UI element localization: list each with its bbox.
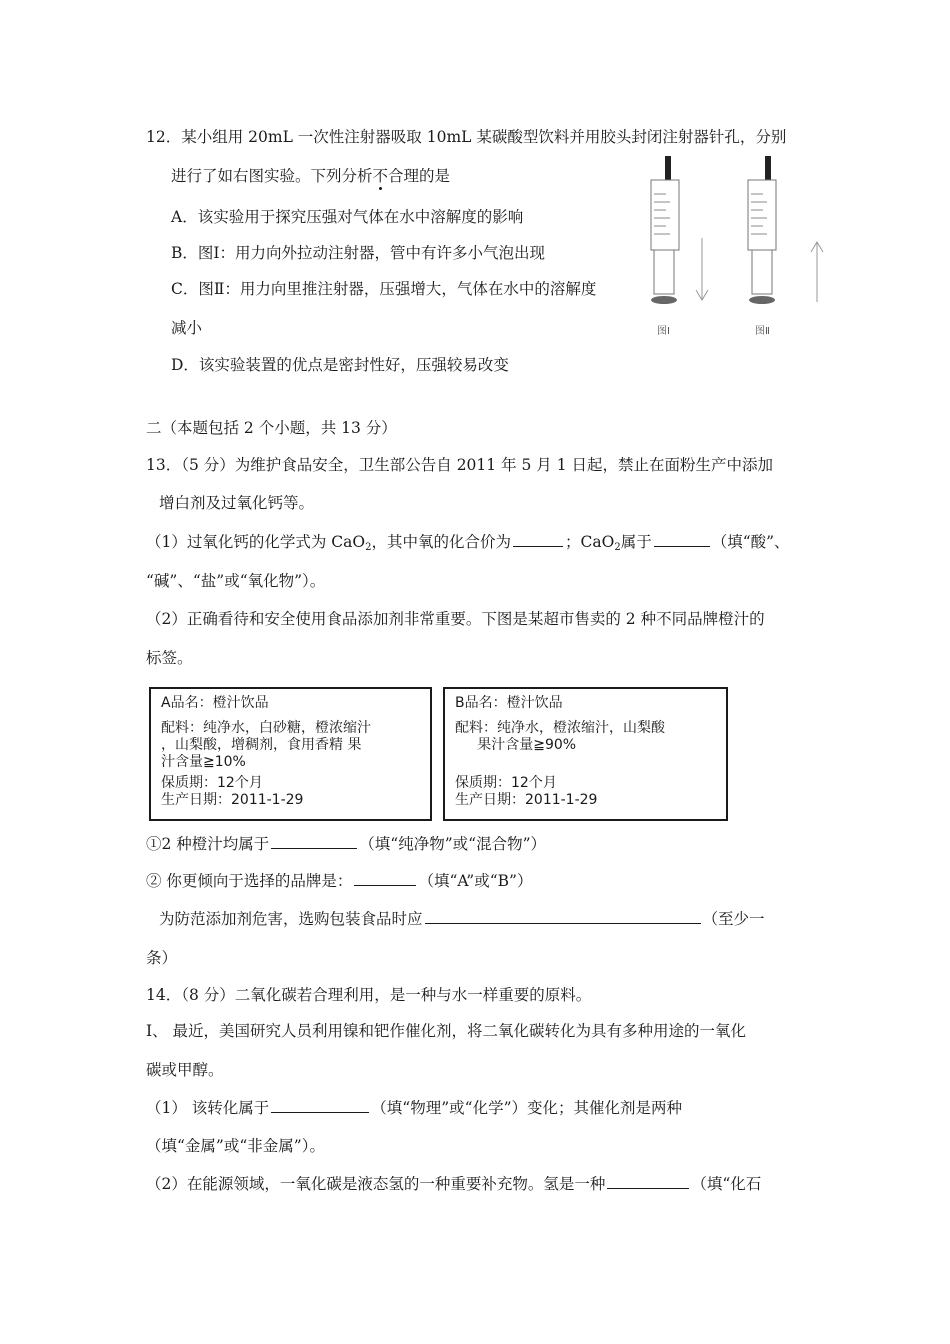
q14-sub2-hint: （填“化石 — [691, 1175, 762, 1193]
q12-stem-line2 — [171, 166, 450, 186]
q12-option-d: D．该实验装置的优点是密封性好，压强较易改变 — [171, 356, 509, 374]
juice-label-a — [149, 687, 432, 821]
q14-part1-line2: 碳或甲醇。 — [146, 1061, 224, 1079]
q13-stem-line1: 13．（5 分）为维护食品安全，卫生部公告自 2011 年 5 月 1 日起，禁止在面粉生产中添加 — [146, 456, 773, 474]
emphasis-dot-char: 不 — [372, 167, 389, 185]
q14-stem: 14．（8 分）二氧化碳若合理利用，是一种与水一样重要的原料。 — [146, 986, 592, 1004]
label-a-ingredients-cont: ，山梨酸，增稠剂，食用香精 果 — [161, 737, 362, 753]
q13-part1-text5: （填“酸”、 — [711, 533, 790, 551]
q13-sub1-text: ①2 种橙汁均属于 — [146, 835, 270, 853]
subscript: 2 — [365, 542, 372, 553]
q13-sub3-cont: 条） — [146, 949, 178, 967]
label-a-juice-content: 汁含量≧10% — [161, 754, 246, 770]
q14-sub1 — [146, 1097, 682, 1118]
arrow-up-icon — [811, 242, 823, 302]
q14-sub1-hint: （填“物理”或“化学”）变化；其催化剂是两种 — [371, 1099, 682, 1117]
syringe-2-icon — [748, 156, 776, 304]
label-b-shelf-life: 保质期：12个月 — [455, 775, 557, 791]
q13-sub3-hint: （至少一 — [702, 910, 765, 928]
label-a-shelf-life: 保质期：12个月 — [161, 775, 263, 791]
q13-sub1 — [146, 833, 546, 854]
q14-part1-line1: Ⅰ、 最近，美国研究人员利用镍和钯作催化剂，将二氧化碳转化为具有多种用途的一氧化 — [146, 1022, 747, 1040]
q14-sub2 — [146, 1173, 761, 1194]
q12-stem-text: 进行了如右图实验。下列分析 — [171, 167, 373, 185]
figure-caption-1: 图Ⅰ — [657, 326, 670, 337]
subscript: 2 — [614, 542, 621, 553]
answer-blank[interactable] — [654, 531, 710, 547]
q13-sub3-text: 为防范添加剂危害，选购包装食品时应 — [159, 910, 423, 928]
label-b-juice-content: 果汁含量≧90% — [455, 737, 577, 753]
q12-option-b: B．图Ⅰ：用力向外拉动注射器，管中有许多小气泡出现 — [171, 244, 546, 262]
q12-option-a: A．该实验用于探究压强对气体在水中溶解度的影响 — [171, 208, 524, 226]
q12-option-c: C．图Ⅱ：用力向里推注射器，压强增大，气体在水中的溶解度 — [171, 280, 597, 298]
q13-part2-line1: （2）正确看待和安全使用食品添加剂非常重要。下图是某超市售卖的 2 种不同品牌橙汁的 — [146, 610, 765, 628]
q13-part1-text4: 属于 — [620, 533, 652, 551]
answer-blank[interactable] — [271, 833, 357, 849]
juice-label-b — [443, 687, 728, 821]
q14-sub2-text: （2）在能源领域，一氧化碳是液态氢的一种重要补充物。氢是一种 — [146, 1175, 606, 1193]
section-title: 二（本题包括 2 个小题，共 13 分） — [146, 419, 397, 437]
q13-part2-line2: 标签。 — [146, 649, 193, 667]
syringe-figure — [640, 150, 840, 350]
answer-blank[interactable] — [513, 531, 563, 547]
q13-part1-text3: ；CaO — [565, 533, 615, 551]
q14-sub1-text: （1） 该转化属于 — [146, 1099, 270, 1117]
q13-part1 — [146, 531, 790, 558]
q13-stem-line2: 增白剂及过氧化钙等。 — [159, 494, 315, 512]
label-b-production-date: 生产日期：2011-1-29 — [455, 792, 598, 808]
q13-sub2 — [146, 870, 532, 891]
q13-sub2-hint: （填“A”或“B”） — [418, 872, 533, 890]
label-a-ingredients: 配料：纯净水，白砂糖，橙浓缩汁 — [161, 720, 371, 736]
q14-sub1-cont: （填“金属”或“非金属”）。 — [146, 1137, 325, 1155]
q13-sub1-hint: （填“纯净物”或“混合物”） — [359, 835, 546, 853]
q13-part1-text2: ，其中氧的化合价为 — [371, 533, 511, 551]
answer-blank[interactable] — [271, 1097, 369, 1113]
label-a-production-date: 生产日期：2011-1-29 — [161, 792, 304, 808]
q13-sub3 — [159, 908, 765, 929]
label-b-ingredients: 配料：纯净水，橙浓缩汁，山梨酸 — [455, 720, 665, 736]
arrow-down-icon — [696, 238, 708, 300]
q13-sub2-text: ② 你更倾向于选择的品牌是： — [146, 872, 353, 890]
q12-stem-text-end: 合理的是 — [388, 167, 451, 185]
q13-part1-cont: “碱”、“盐”或“氧化物”）。 — [146, 572, 326, 590]
answer-blank[interactable] — [607, 1173, 689, 1189]
label-a-name: A品名：橙汁饮品 — [161, 695, 269, 711]
syringe-1-icon — [651, 156, 679, 304]
figure-caption-2: 图Ⅱ — [755, 326, 770, 337]
q12-option-c-cont: 减小 — [171, 319, 203, 337]
answer-blank[interactable] — [354, 870, 416, 886]
q12-stem-line1: 12．某小组用 20mL 一次性注射器吸取 10mL 某碳酸型饮料并用胶头封闭注射器针孔，分别 — [146, 128, 787, 146]
label-b-name: B品名：橙汁饮品 — [455, 695, 563, 711]
q13-part1-text: （1）过氧化钙的化学式为 CaO — [146, 533, 366, 551]
answer-blank[interactable] — [425, 908, 701, 924]
